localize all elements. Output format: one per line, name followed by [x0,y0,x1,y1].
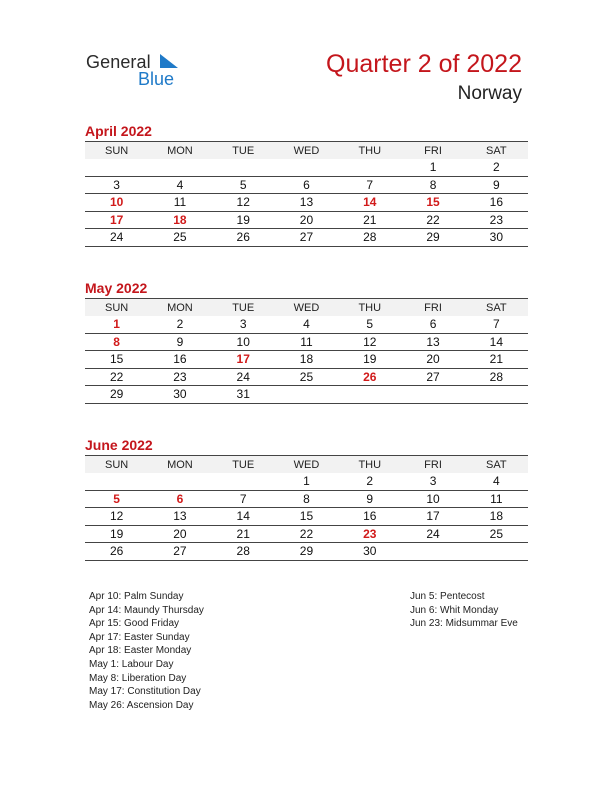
week-row [85,508,528,526]
day-cell: 25 [275,368,338,386]
week-row [85,194,528,212]
day-cell: 22 [401,211,464,229]
day-cell: 5 [85,490,148,508]
day-cell: 18 [148,211,211,229]
day-cell: 12 [212,194,275,212]
empty-day-cell [275,386,338,404]
day-cell: 22 [275,525,338,543]
logo-flag-icon [158,52,180,70]
day-cell: 8 [275,490,338,508]
day-cell: 6 [275,176,338,194]
day-cell: 25 [465,525,528,543]
day-cell: 7 [212,490,275,508]
day-cell: 11 [275,333,338,351]
week-row [85,333,528,351]
day-cell: 5 [338,316,401,333]
holiday-item: May 1: Labour Day [89,658,174,670]
day-cell: 21 [465,351,528,369]
logo [86,52,186,92]
holiday-list-right [410,590,518,631]
weekday-header: THU [338,142,401,160]
day-cell: 14 [465,333,528,351]
day-cell: 16 [338,508,401,526]
day-cell: 19 [338,351,401,369]
day-cell: 20 [275,211,338,229]
month-calendar [85,279,528,404]
day-cell: 17 [401,508,464,526]
weekday-header: FRI [401,456,464,474]
empty-day-cell [338,159,401,176]
day-cell: 1 [275,473,338,490]
country-name: Norway [457,83,522,104]
day-cell: 29 [401,229,464,247]
day-cell: 23 [338,525,401,543]
day-cell: 27 [401,368,464,386]
page-title: Quarter 2 of 2022 [326,50,522,78]
day-cell: 3 [401,473,464,490]
day-cell: 13 [401,333,464,351]
holiday-list-left [89,590,204,712]
weekday-header: FRI [401,299,464,317]
holiday-item: Jun 6: Whit Monday [410,604,499,616]
month-title: April 2022 [85,123,152,139]
weekday-header-row [85,299,528,317]
empty-day-cell [212,159,275,176]
day-cell: 7 [465,316,528,333]
day-cell: 24 [85,229,148,247]
day-cell: 7 [338,176,401,194]
day-cell: 4 [275,316,338,333]
weekday-header: WED [275,456,338,474]
weekday-header: TUE [212,299,275,317]
week-row [85,473,528,490]
day-cell: 15 [85,351,148,369]
holiday-item: Apr 17: Easter Sunday [89,631,190,643]
week-row [85,543,528,561]
weekday-header: SAT [465,142,528,160]
day-cell: 10 [85,194,148,212]
weekday-header: SAT [465,456,528,474]
weekday-header: SAT [465,299,528,317]
empty-day-cell [85,473,148,490]
weekday-header: MON [148,142,211,160]
day-cell: 3 [85,176,148,194]
day-cell: 26 [85,543,148,561]
week-row [85,525,528,543]
day-cell: 15 [275,508,338,526]
month-title: May 2022 [85,280,148,296]
day-cell: 3 [212,316,275,333]
empty-day-cell [85,159,148,176]
weekday-header: MON [148,299,211,317]
day-cell: 4 [148,176,211,194]
day-cell: 6 [148,490,211,508]
logo-word-general: General [86,52,151,72]
day-cell: 20 [148,525,211,543]
day-cell: 9 [148,333,211,351]
holiday-item: May 26: Ascension Day [89,699,194,711]
holiday-item: May 8: Liberation Day [89,672,187,684]
day-cell: 15 [401,194,464,212]
weekday-header: TUE [212,142,275,160]
weekday-header: THU [338,456,401,474]
day-cell: 11 [465,490,528,508]
day-cell: 21 [212,525,275,543]
weekday-header: FRI [401,142,464,160]
holiday-item: May 17: Constitution Day [89,686,201,698]
day-cell: 25 [148,229,211,247]
holiday-item: Apr 15: Good Friday [89,618,180,630]
week-row [85,368,528,386]
month-calendar [85,122,528,247]
week-row [85,176,528,194]
day-cell: 27 [148,543,211,561]
week-row [85,490,528,508]
empty-day-cell [465,543,528,561]
day-cell: 30 [338,543,401,561]
logo-word-blue: Blue [138,69,175,89]
day-cell: 2 [465,159,528,176]
day-cell: 17 [85,211,148,229]
day-cell: 11 [148,194,211,212]
empty-day-cell [338,386,401,404]
holiday-item: Apr 14: Maundy Thursday [89,604,204,616]
day-cell: 1 [85,316,148,333]
day-cell: 23 [148,368,211,386]
day-cell: 4 [465,473,528,490]
week-row [85,386,528,404]
day-cell: 28 [212,543,275,561]
day-cell: 8 [401,176,464,194]
month-grid [85,455,528,561]
day-cell: 19 [212,211,275,229]
day-cell: 16 [465,194,528,212]
empty-day-cell [148,159,211,176]
day-cell: 28 [338,229,401,247]
week-row [85,351,528,369]
empty-day-cell [148,473,211,490]
holiday-item: Apr 18: Easter Monday [89,645,192,657]
day-cell: 14 [338,194,401,212]
month-grid [85,298,528,404]
day-cell: 18 [465,508,528,526]
day-cell: 9 [465,176,528,194]
empty-day-cell [275,159,338,176]
day-cell: 17 [212,351,275,369]
weekday-header-row [85,142,528,160]
empty-day-cell [401,386,464,404]
day-cell: 29 [275,543,338,561]
day-cell: 2 [148,316,211,333]
day-cell: 26 [338,368,401,386]
weekday-header: TUE [212,456,275,474]
day-cell: 12 [338,333,401,351]
day-cell: 24 [401,525,464,543]
day-cell: 18 [275,351,338,369]
weekday-header: SUN [85,456,148,474]
day-cell: 30 [465,229,528,247]
day-cell: 14 [212,508,275,526]
weekday-header: SUN [85,299,148,317]
empty-day-cell [401,543,464,561]
weekday-header: WED [275,142,338,160]
holiday-item: Apr 10: Palm Sunday [89,591,184,602]
day-cell: 1 [401,159,464,176]
week-row [85,211,528,229]
day-cell: 30 [148,386,211,404]
day-cell: 13 [148,508,211,526]
weekday-header: SUN [85,142,148,160]
day-cell: 6 [401,316,464,333]
month-title: June 2022 [85,437,153,453]
month-grid [85,141,528,247]
weekday-header: WED [275,299,338,317]
weekday-header-row [85,456,528,474]
day-cell: 12 [85,508,148,526]
weekday-header: MON [148,456,211,474]
day-cell: 20 [401,351,464,369]
day-cell: 2 [338,473,401,490]
day-cell: 22 [85,368,148,386]
day-cell: 16 [148,351,211,369]
day-cell: 27 [275,229,338,247]
day-cell: 31 [212,386,275,404]
empty-day-cell [212,473,275,490]
weekday-header: THU [338,299,401,317]
day-cell: 10 [401,490,464,508]
day-cell: 5 [212,176,275,194]
day-cell: 10 [212,333,275,351]
empty-day-cell [465,386,528,404]
month-calendar [85,436,528,561]
day-cell: 26 [212,229,275,247]
day-cell: 23 [465,211,528,229]
day-cell: 28 [465,368,528,386]
day-cell: 29 [85,386,148,404]
week-row [85,316,528,333]
day-cell: 19 [85,525,148,543]
holiday-item: Jun 5: Pentecost [410,591,485,602]
week-row [85,159,528,176]
day-cell: 21 [338,211,401,229]
day-cell: 9 [338,490,401,508]
holiday-item: Jun 23: Midsummar Eve [410,618,518,630]
week-row [85,229,528,247]
day-cell: 8 [85,333,148,351]
day-cell: 24 [212,368,275,386]
day-cell: 13 [275,194,338,212]
